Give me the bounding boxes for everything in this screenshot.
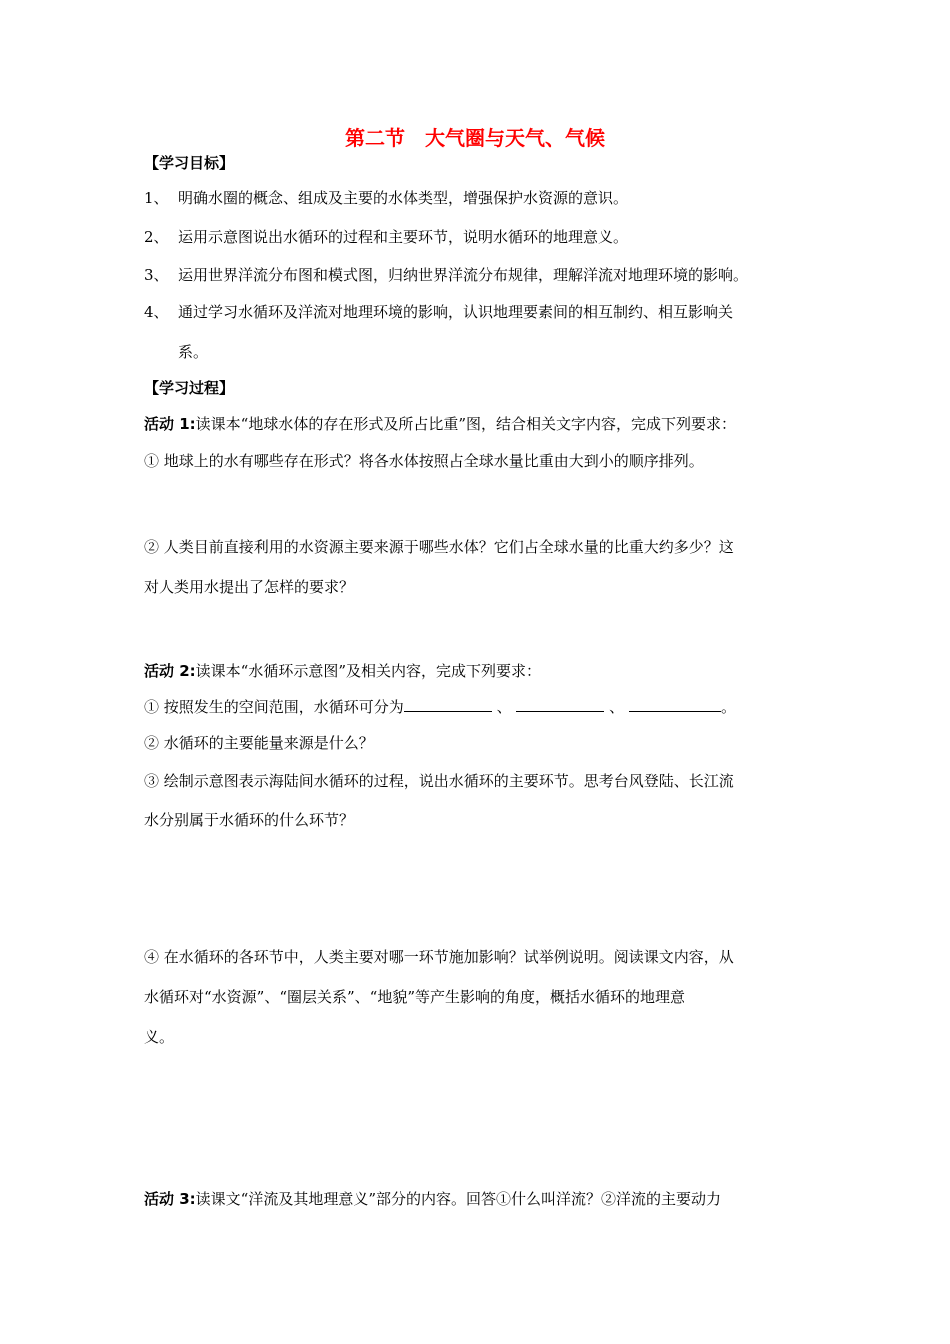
- goal-number: 1、: [144, 189, 169, 207]
- goal-text: 明确水圈的概念、组成及主要的水体类型，增强保护水资源的意识。: [178, 189, 629, 207]
- goal-text: 运用示意图说出水循环的过程和主要环节，说明水循环的地理意义。: [178, 228, 629, 246]
- activity-2-question-3-line-1: ③ 绘制示意图表示海陆间水循环的过程，说出水循环的主要环节。思考台风登陆、长江流: [144, 772, 734, 790]
- activity-1-question-2-line-2: 对人类用水提出了怎样的要求？: [144, 578, 355, 596]
- activity-text: 读课文“洋流及其地理意义”部分的内容。回答①什么叫洋流？②洋流的主要动力: [195, 1190, 722, 1208]
- activity-2-question-1: [144, 696, 736, 717]
- activity-1-intro: [144, 413, 736, 434]
- goal-number: 4、: [144, 303, 169, 321]
- activity-label: 活动 1:: [144, 415, 196, 433]
- blank-separator: 、: [609, 698, 625, 716]
- goal-text: 通过学习水循环及洋流对地理环境的影响，认识地理要素间的相互制约、相互影响关: [178, 303, 734, 321]
- process-heading: 【学习过程】: [144, 379, 235, 397]
- activity-2-question-3-line-2: 水分别属于水循环的什么环节？: [144, 811, 355, 829]
- activity-1-question-2-line-1: ② 人类目前直接利用的水资源主要来源于哪些水体？它们占全球水量的比重大约多少？这: [144, 538, 734, 556]
- goal-item-2: [144, 226, 628, 247]
- answer-blank-1[interactable]: [404, 697, 492, 712]
- page-title: 第二节 大气圈与天气、气候: [345, 126, 605, 150]
- goal-number: 2、: [144, 228, 169, 246]
- answer-blank-3[interactable]: [629, 697, 721, 712]
- activity-2-intro: [144, 660, 541, 681]
- activity-label: 活动 2:: [144, 662, 196, 680]
- activity-1-question-1: ① 地球上的水有哪些存在形式？将各水体按照占全球水量比重由大到小的顺序排列。: [144, 452, 704, 470]
- goal-number: 3、: [144, 266, 169, 284]
- blank-separator: 、: [496, 698, 512, 716]
- activity-label: 活动 3:: [144, 1190, 196, 1208]
- goal-item-1: [144, 187, 628, 208]
- activity-2-question-4-line-1: ④ 在水循环的各环节中，人类主要对哪一环节施加影响？试举例说明。阅读课文内容，从: [144, 948, 734, 966]
- goal-item-4: [144, 301, 733, 322]
- question-prefix: ① 按照发生的空间范围，水循环可分为: [144, 698, 404, 716]
- sentence-end: 。: [720, 698, 736, 716]
- activity-2-question-4-line-3: 义。: [144, 1028, 175, 1046]
- goal-item-4-continued: 系。: [178, 343, 209, 361]
- activity-2-question-2: ② 水循环的主要能量来源是什么？: [144, 734, 374, 752]
- activity-text: 读课本“地球水体的存在形式及所占比重”图，结合相关文字内容，完成下列要求：: [195, 415, 737, 433]
- goal-item-3: [144, 264, 748, 285]
- answer-blank-2[interactable]: [516, 697, 604, 712]
- activity-text: 读课本“水循环示意图”及相关内容，完成下列要求：: [195, 662, 542, 680]
- goals-heading: 【学习目标】: [144, 154, 235, 172]
- goal-text: 运用世界洋流分布图和模式图，归纳世界洋流分布规律，理解洋流对地理环境的影响。: [178, 266, 749, 284]
- activity-2-question-4-line-2: 水循环对“水资源”、“圈层关系”、“地貌”等产生影响的角度，概括水循环的地理意: [144, 988, 686, 1006]
- activity-3-intro: [144, 1188, 721, 1209]
